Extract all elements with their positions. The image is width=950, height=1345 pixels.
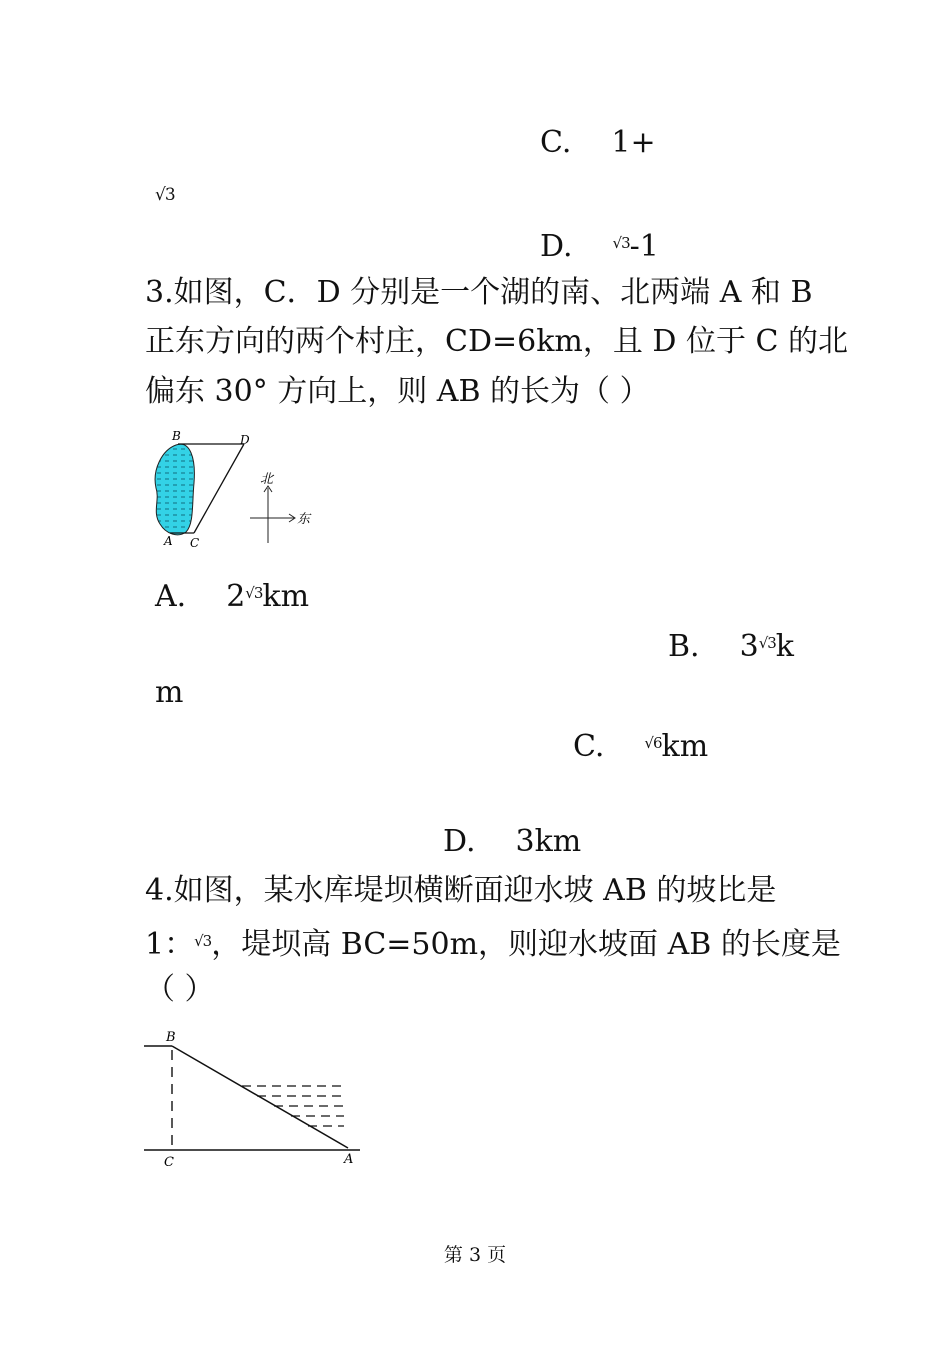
segment-cd <box>194 444 244 533</box>
q2-option-d-expr: -1 <box>629 229 659 264</box>
q3-option-a <box>155 576 309 614</box>
q3-option-a-coef: 2 <box>226 579 246 614</box>
q4-stem-line3: （ ） <box>145 972 215 1007</box>
q2-option-c-letter: C. <box>540 125 572 160</box>
q3-option-b-unit-part1: k <box>775 629 794 664</box>
q3-option-b-coef: 3 <box>739 629 759 664</box>
q4-dam-figure <box>142 1026 367 1176</box>
label-a: A <box>344 1152 354 1167</box>
label-b: B <box>166 1030 176 1045</box>
q3-option-c-unit: km <box>661 729 709 764</box>
q3-option-c <box>573 726 708 764</box>
q3-option-d-value: 3km <box>515 824 582 859</box>
q4-stem-line2 <box>145 924 841 962</box>
page-number: 第 3 页 <box>443 1244 507 1266</box>
q3-option-a-letter: A. <box>155 579 187 614</box>
q4-stem-line2-rest: ，堤坝高 BC=50m，则迎水坡面 AB 的长度是 <box>211 927 841 962</box>
q3-option-a-unit: km <box>262 579 310 614</box>
label-north: 北 <box>260 472 274 487</box>
label-c: C <box>164 1155 174 1170</box>
water-lines <box>242 1086 344 1126</box>
q4-ratio-sqrt: √3 <box>194 932 212 950</box>
q2-option-c <box>540 126 656 160</box>
q2-option-d-letter: D. <box>540 229 573 264</box>
q3-option-d-letter: D. <box>443 824 476 859</box>
label-a: A <box>164 534 173 548</box>
q3-lake-figure <box>148 428 323 553</box>
label-east: 东 <box>297 512 311 527</box>
q3-option-c-sqrt: √6 <box>644 734 662 752</box>
label-c: C <box>190 536 200 550</box>
q3-option-b-sqrt: √3 <box>758 634 776 652</box>
q3-option-b <box>668 626 794 664</box>
q3-option-b-unit-part2: m <box>155 675 184 710</box>
q3-option-a-sqrt: √3 <box>245 584 263 602</box>
q4-stem-line1: 4.如图，某水库堤坝横断面迎水坡 AB 的坡比是 <box>145 873 777 908</box>
q3-option-c-letter: C. <box>573 729 605 764</box>
lake-shape <box>155 444 194 535</box>
q2-option-c-sqrt: √3 <box>155 185 175 205</box>
q3-option-d <box>443 825 581 859</box>
label-d: D <box>240 433 250 447</box>
q2-option-d <box>540 226 659 264</box>
q2-option-c-expr: 1+ <box>611 125 656 160</box>
q3-stem-line1: 3.如图，C．D 分别是一个湖的南、北两端 A 和 B <box>145 275 813 310</box>
q3-stem-line3: 偏东 30° 方向上，则 AB 的长为（ ） <box>145 374 650 409</box>
q2-option-d-sqrt: √3 <box>612 234 630 252</box>
q4-ratio-prefix: 1： <box>145 927 195 962</box>
q3-option-b-letter: B. <box>668 629 700 664</box>
label-b: B <box>172 429 181 443</box>
slope-ab <box>172 1046 348 1148</box>
q3-stem-line2: 正东方向的两个村庄，CD=6km，且 D 位于 C 的北 <box>145 324 849 359</box>
